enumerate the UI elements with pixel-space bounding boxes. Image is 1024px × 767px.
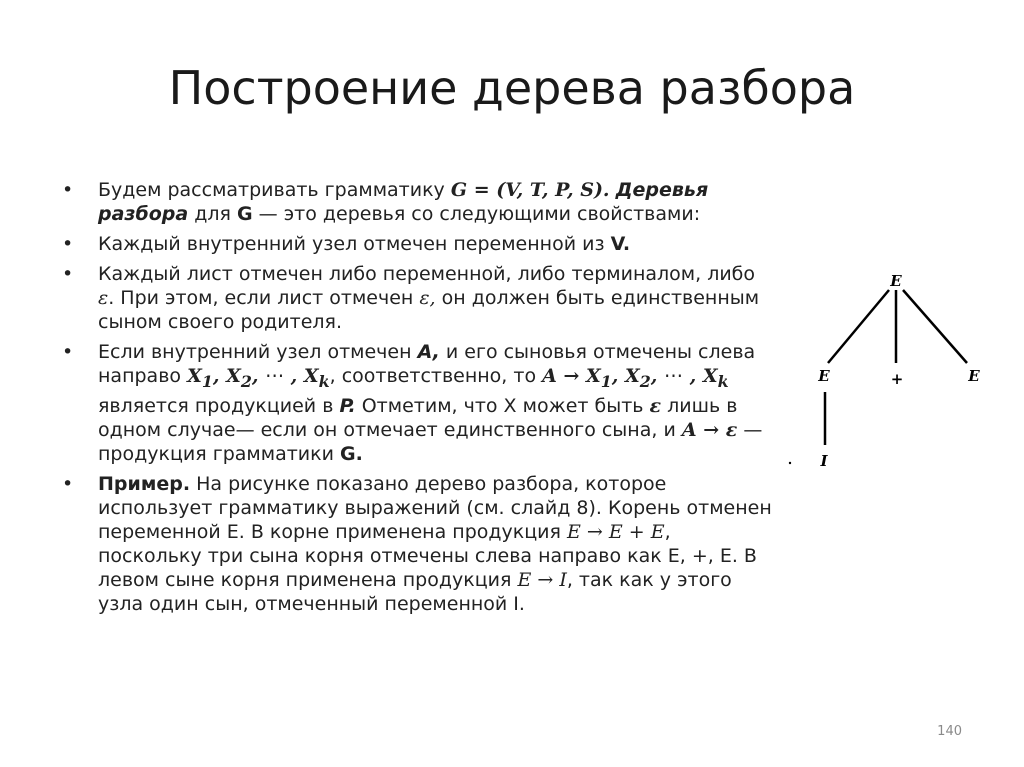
bullet-production bbox=[62, 340, 774, 466]
text: лишь в одном случае— если он отмечает единственного сына, и bbox=[98, 394, 738, 441]
tree-node-left: E bbox=[818, 367, 830, 385]
text: Будем рассматривать грамматику bbox=[98, 179, 451, 201]
epsilon-production: A → ε bbox=[681, 418, 738, 441]
tree-edge-root-right bbox=[903, 290, 967, 363]
text: , поскольку три сына корня отмечены слева направо как Е, +, Е. В левом сыне корня применена продукция bbox=[98, 520, 757, 591]
bullet-leaf bbox=[62, 262, 774, 334]
slide-number: 140 bbox=[937, 724, 962, 739]
production-e-plus-e: E → E + E bbox=[567, 520, 665, 543]
text: На рисунке показано дерево разбора, которое использует грамматику выражений (см. слайд 8). Корень отменен переменной Е. В корне применена продукция bbox=[98, 472, 772, 543]
text: , так как у этого узла один сын, отмеченный переменной I. bbox=[98, 568, 732, 615]
slide-title: Построение дерева разбора bbox=[168, 61, 856, 115]
stray-dot bbox=[789, 462, 791, 464]
tree-node-root: E bbox=[890, 272, 902, 290]
term-parse-trees: Деревья разбора bbox=[98, 179, 709, 225]
tree-edge-root-left bbox=[828, 290, 889, 363]
text: Каждый внутренний узел отмечен переменной из bbox=[98, 233, 611, 255]
text: и его сыновья отмечены слева направо bbox=[98, 341, 756, 387]
grammar-tuple: G = (V, T, P, S). bbox=[450, 179, 610, 201]
bullet-example bbox=[62, 472, 774, 616]
text: для bbox=[188, 203, 238, 225]
production-e-to-i: E → I bbox=[517, 568, 567, 591]
epsilon: ε bbox=[98, 287, 109, 309]
text: — это деревья со следующими свойствами: bbox=[252, 203, 701, 225]
grammar-name: G. bbox=[340, 442, 363, 465]
production-formula: $A \to X_1$, $X_2$, ⋯ , $X_k$ bbox=[542, 365, 729, 391]
text: , соответственно, то bbox=[329, 365, 543, 387]
parse-tree-diagram bbox=[776, 262, 996, 482]
text: он должен быть единственным сыном своего родителя. bbox=[98, 287, 760, 333]
text: Отметим, что X может быть bbox=[355, 394, 650, 417]
bullet-list bbox=[62, 178, 774, 622]
text: является продукцией в bbox=[98, 394, 340, 417]
text: Каждый лист отмечен либо переменной, либо терминалом, либо bbox=[98, 263, 756, 285]
text: . При этом, если лист отмечен bbox=[108, 287, 420, 309]
bullet-internal-node bbox=[62, 232, 774, 256]
children-sequence: $X_1$, $X_2$, ⋯ , $X_k$ bbox=[187, 365, 330, 391]
node-label-a: A, bbox=[417, 341, 440, 363]
bullet-grammar-definition bbox=[62, 178, 774, 226]
tree-node-plus: + bbox=[890, 370, 904, 388]
text: — продукция грамматики bbox=[98, 418, 763, 465]
epsilon: ε bbox=[649, 394, 662, 417]
epsilon: ε, bbox=[419, 287, 436, 309]
grammar-name: G bbox=[237, 203, 253, 225]
variables-set: V. bbox=[610, 233, 631, 255]
productions-set: P. bbox=[339, 394, 356, 417]
tree-node-right: E bbox=[968, 367, 980, 385]
tree-node-leaf: I bbox=[820, 452, 828, 470]
example-label: Пример. bbox=[98, 472, 191, 495]
text: Если внутренний узел отмечен bbox=[98, 341, 418, 363]
